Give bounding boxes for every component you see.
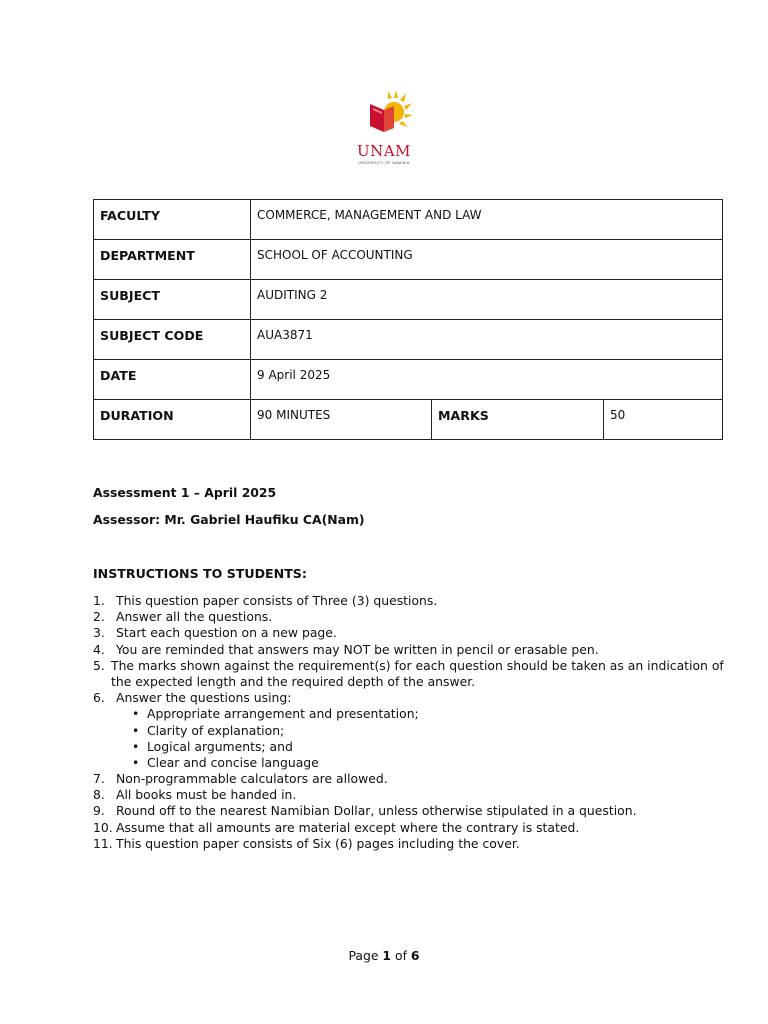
bullet-icon: • <box>132 738 140 754</box>
duration-label: DURATION <box>94 400 251 440</box>
list-item <box>93 836 693 852</box>
bullet-text: Clear and concise language <box>147 754 319 770</box>
item-text: Answer all the questions. <box>116 609 273 625</box>
assessor-line: Assessor: Mr. Gabriel Haufiku CA(Nam) <box>93 512 365 527</box>
unam-logo <box>336 88 432 178</box>
item-number: 6. <box>93 690 105 706</box>
sub-bullet <box>93 706 693 722</box>
logo-wordmark: UNAM <box>357 142 411 160</box>
bullet-icon: • <box>132 722 140 738</box>
logo-subtitle: UNIVERSITY OF NAMIBIA <box>358 161 410 165</box>
item-text: This question paper consists of Six (6) pages including the cover. <box>116 835 520 851</box>
sub-bullet <box>93 723 693 739</box>
faculty-label: FACULTY <box>94 200 251 240</box>
item-text: Assume that all amounts are material except where the contrary is stated. <box>116 819 580 835</box>
list-item <box>93 657 724 674</box>
bullet-icon: • <box>132 706 140 722</box>
item-number: 9. <box>93 803 105 819</box>
item-number: 8. <box>93 787 105 803</box>
table-row <box>94 280 723 320</box>
date-value: 9 April 2025 <box>251 360 723 400</box>
table-row <box>94 320 723 360</box>
item-number: 5. <box>93 657 105 673</box>
list-item-continuation <box>93 674 693 690</box>
subject-label: SUBJECT <box>94 280 251 320</box>
item-number: 10. <box>93 819 113 835</box>
item-number: 11. <box>93 835 113 851</box>
date-label: DATE <box>94 360 251 400</box>
item-text: The marks shown against the requirement(s) for each question should be taken as an indication of <box>111 657 724 673</box>
table-row <box>94 200 723 240</box>
page-current: 1 <box>382 948 392 963</box>
sub-bullet <box>93 755 693 771</box>
bullet-text: Logical arguments; and <box>147 738 293 754</box>
department-label: DEPARTMENT <box>94 240 251 280</box>
item-text: Round off to the nearest Namibian Dollar, unless otherwise stipulated in a question. <box>116 803 637 819</box>
item-text: Non-programmable calculators are allowed. <box>116 771 388 787</box>
page-prefix: Page <box>348 948 379 963</box>
item-number: 2. <box>93 609 105 625</box>
instructions-heading: INSTRUCTIONS TO STUDENTS: <box>93 566 307 581</box>
list-item <box>93 593 693 609</box>
list-item <box>93 609 693 625</box>
list-item <box>93 820 693 836</box>
bullet-icon: • <box>132 754 140 770</box>
item-text: Start each question on a new page. <box>116 625 337 641</box>
list-item <box>93 803 693 819</box>
table-row <box>94 240 723 280</box>
faculty-value: COMMERCE, MANAGEMENT AND LAW <box>251 200 723 240</box>
list-item <box>93 625 693 641</box>
department-value: SCHOOL OF ACCOUNTING <box>251 240 723 280</box>
marks-label: MARKS <box>432 400 604 440</box>
table-row <box>94 400 723 440</box>
sun-book-emblem-icon <box>336 88 432 144</box>
item-number: 1. <box>93 593 105 608</box>
list-item <box>93 771 693 787</box>
sub-bullet <box>93 739 693 755</box>
bullet-text: Clarity of explanation; <box>147 722 285 738</box>
exam-info-table <box>93 199 723 440</box>
page-of: of <box>395 948 407 963</box>
table-row <box>94 360 723 400</box>
subject-code-value: AUA3871 <box>251 320 723 360</box>
item-text: This question paper consists of Three (3) questions. <box>116 593 438 608</box>
item-number: 4. <box>93 641 105 657</box>
list-item <box>93 787 693 803</box>
list-item <box>93 642 693 658</box>
bullet-text: Appropriate arrangement and presentation; <box>147 706 419 722</box>
item-number: 3. <box>93 625 105 641</box>
subject-value: AUDITING 2 <box>251 280 723 320</box>
subject-code-label: SUBJECT CODE <box>94 320 251 360</box>
page-total: 6 <box>410 948 420 963</box>
item-text: All books must be handed in. <box>116 787 297 803</box>
item-number: 7. <box>93 771 105 787</box>
instructions-list <box>93 593 724 852</box>
item-text: the expected length and the required depth of the answer. <box>111 673 476 689</box>
marks-value: 50 <box>604 400 723 440</box>
assessment-title: Assessment 1 – April 2025 <box>93 485 277 500</box>
page-footer <box>0 948 768 963</box>
list-item <box>93 690 693 706</box>
duration-value: 90 MINUTES <box>251 400 432 440</box>
item-text: Answer the questions using: <box>116 690 292 706</box>
item-text: You are reminded that answers may NOT be written in pencil or erasable pen. <box>116 641 599 657</box>
